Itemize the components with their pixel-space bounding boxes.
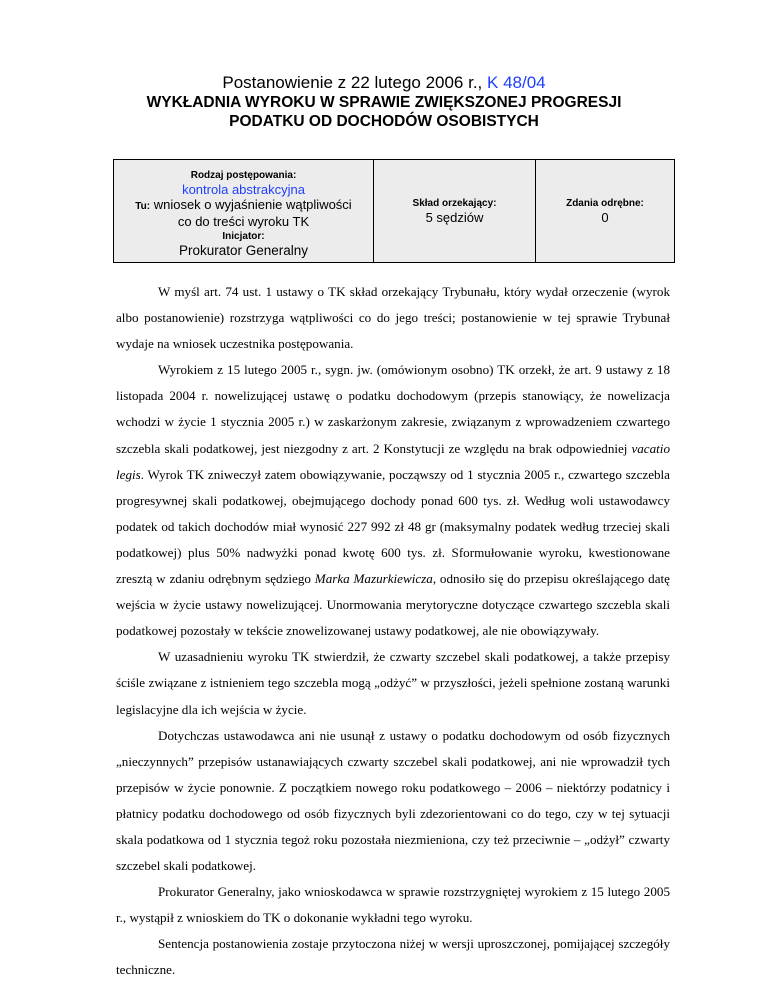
paragraph-2-part-c: , odnosiło się do przepisu określającego datę wejścia w życie ustawy nowelizującej. Unormowania merytoryczne dotyczące czwartego szczebla skali podatkowej pozostały w tekście znowelizowanej ustawy podatkowej, ale nie obowiązywały.	[116, 571, 670, 639]
paragraph-3: W uzasadnieniu wyroku TK stwierdził, że czwarty szczebel skali podatkowej, a także przepisy ściśle związane z istnieniem tego szczebla mogą „odżyć” w przyszłości, jeżeli spełnione zostaną warunki legislacyjne dla ich wejścia w życie.	[116, 649, 670, 717]
paragraph-5: Prokurator Generalny, jako wnioskodawca w sprawie rozstrzygniętej wyrokiem z 15 lutego 2005 r., wystąpił z wnioskiem do TK o dokonanie wykładni tego wyroku.	[116, 884, 670, 926]
case-number-link[interactable]: K 48/04	[487, 73, 546, 92]
initiator-value: Prokurator Generalny	[178, 243, 309, 258]
panel-column	[374, 160, 536, 262]
initiator-label: Inicjator:	[222, 231, 265, 242]
proceeding-label: Rodzaj postępowania:	[190, 170, 297, 181]
proceeding-value-link[interactable]: kontrola abstrakcyjna	[182, 182, 305, 197]
document-body	[116, 279, 670, 984]
dissent-label: Zdania odrębne:	[566, 198, 644, 209]
paragraph-2-part-a: Wyrokiem z 15 lutego 2005 r., sygn. jw. (omówionym osobno) TK orzekł, że art. 9 ustawy z 18 listopada 2004 r. nowelizującej ustawę o podatku dochodowym (przepis stanowiący, że nowelizacja wchodzi w życie 1 stycznia 2005 r.) w zaskarżonym zakresie, związanym z wprowadzeniem czwartego szczebla skali podatkowej, jest niezgodny z art. 2 Konstytucji ze względu na brak odpowiedniej	[116, 362, 670, 456]
tu-label: Tu:	[135, 201, 151, 212]
tu-line	[114, 197, 373, 214]
tu-value-2: co do treści wyroku TK	[177, 214, 310, 229]
proceeding-column	[114, 160, 374, 262]
paragraph-6: Sentencja postanowienia zostaje przytoczona niżej w wersji uproszczonej, pomijającej szczegóły techniczne.	[116, 936, 670, 978]
dissent-value: 0	[601, 210, 609, 225]
case-info-box	[113, 159, 675, 263]
vacatio-legis-term: vacatio legis	[116, 440, 670, 482]
panel-label: Skład orzekający:	[412, 198, 497, 209]
tu-value-1: wniosek o wyjaśnienie wątpliwości	[153, 197, 352, 212]
document-subtitle	[0, 93, 768, 131]
title-prefix: Postanowienie z 22 lutego 2006 r.,	[222, 73, 488, 92]
judge-name: Marka Mazurkiewicza	[314, 571, 433, 587]
subtitle-line-2: PODATKU OD DOCHODÓW OSOBISTYCH	[229, 113, 539, 130]
paragraph-2	[116, 357, 670, 644]
dissent-column	[536, 160, 674, 262]
panel-value: 5 sędziów	[425, 210, 484, 225]
document-title	[0, 73, 768, 93]
paragraph-4: Dotychczas ustawodawca ani nie usunął z ustawy o podatku dochodowym od osób fizycznych „nieczynnych” przepisów ustanawiających czwarty szczebel skali podatkowej, ani nie wprowadził tych przepisów w życie ponownie. Z początkiem nowego roku podatkowego – 2006 – niektórzy podatnicy i płatnicy podatku dochodowego od osób fizycznych byli zdezorientowani co do tego, czy w tej sytuacji skala podatkowa od 1 stycznia tegoż roku pozostała niezmieniona, czy też przeciwnie – „odżył” czwarty szczebel skali podatkowej.	[116, 727, 670, 874]
subtitle-line-1: WYKŁADNIA WYROKU W SPRAWIE ZWIĘKSZONEJ PROGRESJI	[146, 94, 622, 111]
paragraph-2-part-b: . Wyrok TK zniweczył zatem obowiązywanie, począwszy od 1 stycznia 2005 r., czwartego szczebla progresywnej skali podatkowej, obejmującego dochody ponad 600 tys. zł. Według woli ustawodawcy podatek od takich dochodów miał wynosić 227 992 zł 48 gr (maksymalny podatek według trzeciej skali podatkowej) plus 50% nadwyżki ponad kwotę 600 tys. zł. Sformułowanie wyroku, kwestionowane zresztą w zdaniu odrębnym sędziego	[116, 466, 670, 587]
paragraph-1: W myśl art. 74 ust. 1 ustawy o TK skład orzekający Trybunału, który wydał orzeczenie (wyrok albo postanowienie) rozstrzyga wątpliwości co do jego treści; postanowienie w tej sprawie Trybunał wydaje na wniosek uczestnika postępowania.	[116, 284, 670, 352]
